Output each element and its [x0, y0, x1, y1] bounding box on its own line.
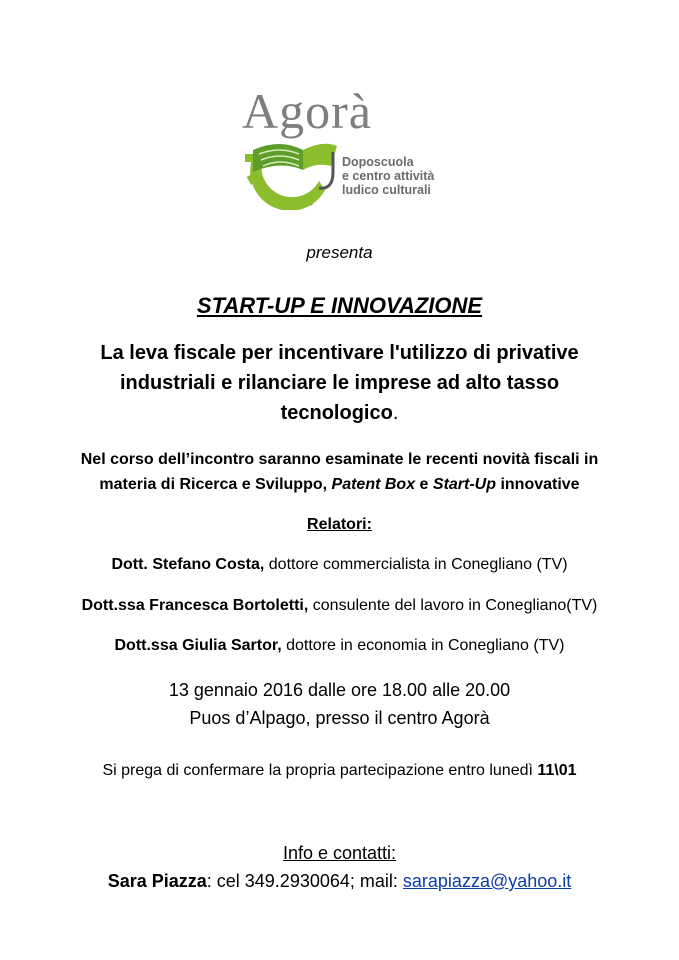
logo-subtitle-line: Doposcuola [342, 155, 414, 169]
description-text: e [415, 476, 433, 493]
speaker-role: dottore commercialista in Conegliano (TV) [264, 556, 568, 573]
speaker-role: dottore in economia in Conegliano (TV) [281, 637, 565, 654]
book-icon [253, 144, 337, 172]
speaker-line [0, 637, 679, 655]
description-text: materia di Ricerca e Sviluppo, [99, 476, 332, 493]
description-line: Nel corso dell’incontro saranno esaminate le recenti novità fiscali in [80, 451, 599, 468]
speaker-name: Dott. Stefano Costa, [111, 556, 265, 573]
subtitle-line: La leva fiscale per incentivare l'utilizzo di privative [100, 342, 579, 364]
contact-details: : cel 349.2930064; mail: [206, 871, 403, 891]
logo-subtitle-line: e centro attività [342, 169, 435, 183]
subtitle-line: industriali e rilanciare le imprese ad alto tasso [119, 372, 560, 394]
speaker-line [0, 597, 679, 615]
confirm-date: 11\01 [537, 762, 577, 779]
info-heading-colon: : [391, 843, 397, 863]
description-line [0, 476, 679, 494]
event-title: START-UP E INNOVAZIONE [196, 293, 483, 318]
contact-line [0, 871, 679, 892]
contact-name: Sara Piazza [107, 871, 207, 891]
description-text: innovative [496, 476, 580, 493]
confirm-line [0, 762, 679, 780]
email-link[interactable]: sarapiazza@yahoo.it [402, 871, 572, 891]
speaker-name: Dott.ssa Francesca Bortoletti, [81, 597, 309, 614]
event-place: Puos d’Alpago, presso il centro Agorà [189, 708, 490, 728]
agora-logo [215, 80, 455, 210]
patent-box-text: Patent Box [331, 476, 416, 493]
subtitle-line [0, 402, 679, 425]
subtitle-line3-period: . [392, 402, 399, 424]
speaker-line [0, 556, 679, 574]
subtitle-line3-text: tecnologico [280, 402, 393, 424]
info-heading [0, 843, 679, 864]
logo-word: Agorà [242, 83, 372, 139]
speaker-role: consulente del lavoro in Conegliano(TV) [308, 597, 598, 614]
speaker-name: Dott.ssa Giulia Sartor, [114, 637, 282, 654]
confirm-text: Si prega di confermare la propria partecipazione entro lunedì [102, 762, 538, 779]
presenta-text: presenta [306, 243, 373, 262]
info-heading-text: Info e contatti [282, 843, 392, 863]
start-up-text: Start-Up [432, 476, 496, 493]
relatori-heading: Relatori: [307, 516, 372, 533]
logo-subtitle-line: ludico culturali [342, 183, 431, 197]
event-date: 13 gennaio 2016 dalle ore 18.00 alle 20.00 [168, 680, 511, 700]
